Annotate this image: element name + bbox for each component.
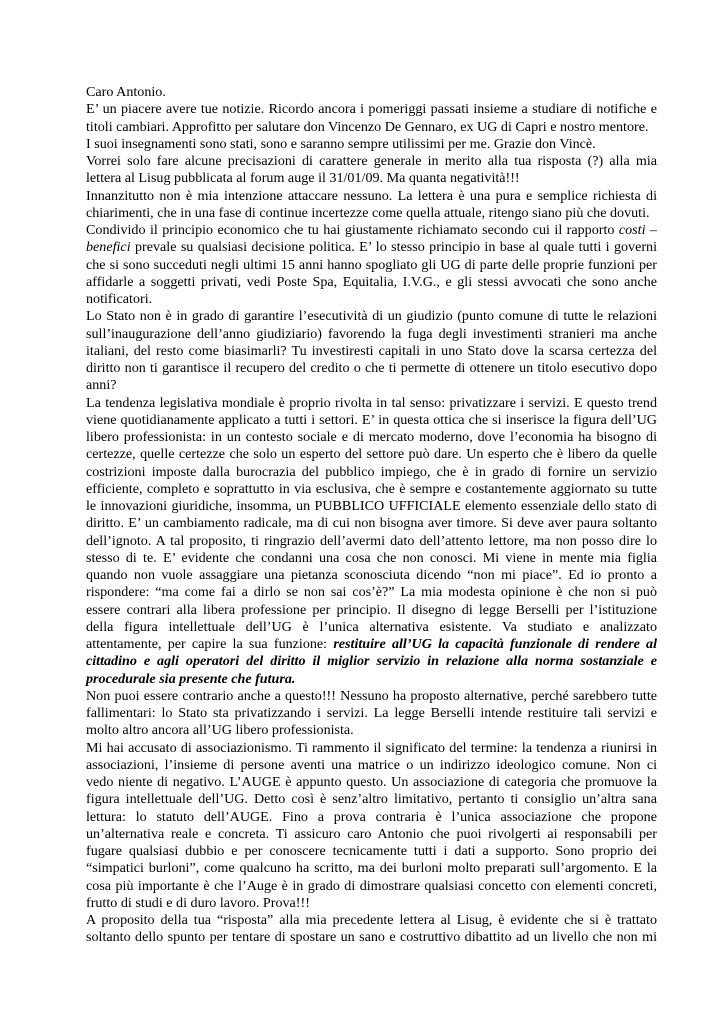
line-text: lettera al Lisug pubblicata al forum auge il 31/01/09. Ma quanta negatività!!! — [86, 170, 520, 187]
line-text: E’ un piacere avere tue notizie. Ricordo ancora i pomeriggi passati insieme a studiare di notifiche e — [86, 101, 657, 118]
line-text: A proposito della tua “risposta” alla mia precedente lettera al Lisug, è evidente che si è trattato — [86, 912, 657, 928]
line-text: Innanzitutto non è mia intenzione attaccare nessuno. La lettera è una pura e semplice richiesta di — [86, 187, 657, 204]
line-text: anni? — [86, 377, 117, 394]
line-text: lettura: lo statuto dell’AUGE. Fino a prova contraria è l’unica associazione che propone — [86, 808, 657, 825]
line-text: prevale su qualsiasi decisione politica. E’ lo stesso principio in base al quale tutti i governi — [134, 239, 657, 256]
letter-line — [86, 274, 657, 291]
line-text: diritto. E’ un cambiamento radicale, ma di cui non bisogna aver timore. Si deve aver paura soltanto — [86, 515, 657, 532]
italic-text: costi – — [618, 222, 657, 238]
letter-line — [86, 515, 657, 532]
letter-line — [86, 584, 657, 601]
bold-italic-text: restituire all’UG la capacità funzionale di rendere al — [333, 636, 657, 652]
letter-line — [86, 619, 657, 636]
letter-line — [86, 843, 657, 860]
letter-line — [86, 688, 657, 705]
line-text: che si sono succeduti negli ultimi 15 anni hanno spogliato gli UG di parte delle proprie funzioni per — [86, 256, 657, 273]
line-text: frutto di studi e di duro lavoro. Prova!!! — [86, 894, 310, 911]
letter-body — [86, 101, 657, 946]
line-text: un’alternativa reale e concreta. Ti assicuro caro Antonio che puoi rivolgerti ai responsabili per — [86, 825, 657, 842]
letter-line — [86, 740, 657, 757]
italic-text: benefici — [86, 239, 131, 256]
letter-line — [86, 809, 657, 826]
letter-line — [86, 188, 657, 205]
letter-line — [86, 205, 657, 222]
letter-line — [86, 257, 657, 274]
letter-line — [86, 636, 657, 653]
line-text: molto altro ancora all’UG libero professionista. — [86, 722, 354, 739]
line-text: efficiente, completo e soprattutto in via esclusiva, che è sempre e costantemente aggiornato su tutte — [86, 480, 657, 497]
letter-line — [86, 550, 657, 567]
letter-line — [86, 101, 657, 118]
line-text: I suoi insegnamenti sono stati, sono e saranno sempre utilissimi per me. Grazie don Vincè. — [86, 135, 596, 152]
letter-line — [86, 429, 657, 446]
letter-line — [86, 464, 657, 481]
letter-line — [86, 446, 657, 463]
line-text: La tendenza legislativa mondiale è proprio rivolta in tal senso: privatizzare i servizi. E questo trend — [86, 394, 657, 411]
line-text: Mi hai accusato di associazionismo. Ti rammento il significato del termine: la tendenza a riunirsi in — [86, 739, 657, 756]
line-text: certezze, quelle certezze che solo un esperto del settore può dare. Un esperto che è libero da quelle — [86, 446, 657, 463]
line-text: figura intellettuale dell’UG. Detto così è senz’altro limitativo, pertanto ti consiglio un’altra sana — [86, 791, 657, 808]
line-text: Lo Stato non è in grado di garantire l’esecutività di un giudizio (punto comune di tutte le relazioni — [86, 308, 657, 325]
letter-line — [86, 308, 657, 325]
letter-line — [86, 826, 657, 843]
letter-line — [86, 395, 657, 412]
line-text: sull’inaugurazione dell’anno giudiziario) favorendo la fuga degli investimenti stranieri ma anche — [86, 325, 657, 342]
line-text: attentamente, per capire la sua funzione: — [86, 636, 328, 652]
line-text: Condivido il principio economico che tu hai giustamente richiamato secondo cui il rapporto — [86, 222, 615, 238]
line-text: quando non vuole assaggiare una pietanza sconosciuta dicendo “non mi piace”. Ed io pronto a — [86, 567, 657, 583]
letter-line — [86, 533, 657, 550]
letter-line — [86, 929, 657, 946]
letter-line — [86, 136, 657, 153]
letter-line — [86, 860, 657, 877]
line-text: affidarle a soggetti privati, vedi Poste Spa, Equitalia, I.V.G., e gli stessi avvocati che sono anche — [86, 273, 657, 290]
letter-line — [86, 153, 657, 170]
letter-line — [86, 119, 657, 136]
line-text: vedo niente di negativo. L’AUGE è appunto questo. Un associazione di categoria che promuove la — [86, 774, 657, 790]
line-text: italiani, del resto come biasimarli? Tu investiresti capitali in uno Stato dove la scarsa certezza del — [86, 342, 657, 359]
letter-line — [86, 291, 657, 308]
letter-line — [86, 326, 657, 343]
letter-line — [86, 412, 657, 429]
line-text: notificatori. — [86, 291, 153, 307]
letter-line — [86, 671, 657, 688]
line-text: stesso di te. E’ evidente che condanni una cosa che non conosci. Mi viene in mente mia figlia — [86, 549, 657, 566]
letter-line — [86, 912, 657, 929]
letter-line — [86, 498, 657, 515]
bold-italic-text: cittadino e agli operatori del diritto il miglior servizio in relazione alla norma sostanziale e — [86, 653, 657, 670]
letter-line — [86, 653, 657, 670]
letter-page — [86, 84, 657, 947]
line-text: titoli cambiari. Approfitto per salutare don Vincenzo De Gennaro, ex UG di Capri e nostro mentore. — [86, 118, 649, 135]
line-text: rispondere: “ma come fai a dirlo se non sai cos’è?” La mia modesta opinione è che non si può — [86, 584, 657, 601]
line-text: fugare qualsiasi dubbio e per conoscere tecnicamente tutti i dati a supporto. Sono proprio dei — [86, 843, 657, 859]
line-text: libero professionista: in un contesto sociale e di mercato moderno, dove l’economia ha bisogno di — [86, 429, 657, 445]
letter-line — [86, 377, 657, 394]
letter-line — [86, 705, 657, 722]
line-text: Vorrei solo fare alcune precisazioni di carattere generale in merito alla tua risposta (?) alla mia — [86, 153, 657, 169]
letter-line — [86, 567, 657, 584]
letter-line — [86, 878, 657, 895]
letter-line — [86, 170, 657, 187]
letter-line — [86, 895, 657, 912]
letter-line — [86, 481, 657, 498]
letter-line — [86, 343, 657, 360]
line-text: essere contrari alla libera professione per principio. Il disegno di legge Berselli per l’istituzione — [86, 601, 657, 618]
line-text: soltanto dello spunto per tentare di spostare un sano e costruttivo dibattito ad un livello che non mi — [86, 929, 657, 946]
line-text: dell’ignoto. A tal proposito, ti ringrazio dell’avermi dato dell’attento lettore, ma non posso dire lo — [86, 532, 657, 549]
line-text: cosa più importante è che l’Auge è in grado di dimostrare qualsiasi concetto con elementi concreti, — [86, 877, 657, 894]
letter-line — [86, 774, 657, 791]
line-text: viene quotidianamente applicato a tutti i settori. E’ in questa ottica che si inserisce la figura dell’UG — [86, 411, 657, 428]
line-text: le innovazioni giuridiche, insomma, un PUBBLICO UFFICIALE elemento essenziale dello stato di — [86, 498, 657, 514]
line-text: diritto non ti garantisce il recupero del credito o che ti permette di ottenere un titolo esecutivo dopo — [86, 360, 657, 376]
letter-line — [86, 722, 657, 739]
letter-line — [86, 222, 657, 239]
line-text: chiarimenti, che in una fase di continue incertezze come quella attuale, ritengo siano più che dovuti. — [86, 204, 650, 221]
letter-salutation: Caro Antonio. — [86, 84, 166, 100]
line-text: associazioni, l’insieme di persone aventi una matrice o un indirizzo ideologico comune. Non ci — [86, 756, 657, 773]
letter-line — [86, 791, 657, 808]
line-text: Non puoi essere contrario anche a questo!!! Nessuno ha proposto alternative, perché sarebbero tutte — [86, 687, 657, 704]
letter-line — [86, 757, 657, 774]
line-text: della figura intellettuale dell’UG è l’unica alternativa esistente. Va studiato e analizzato — [86, 618, 657, 635]
line-text: fallimentari: lo Stato sta privatizzando i servizi. La legge Berselli intende restituire tali servizi e — [86, 705, 657, 721]
line-text: “simpatici burloni”, come qualcuno ha scritto, ma dei burloni molto preparati sull’argomento. E la — [86, 860, 657, 877]
letter-line — [86, 360, 657, 377]
line-text: costrizioni imposte dalla burocrazia del pubblico impiego, che è in grado di fornire un servizio — [86, 463, 657, 480]
letter-line — [86, 602, 657, 619]
bold-italic-text: procedurale sia presente che futura. — [86, 670, 296, 687]
letter-line — [86, 239, 657, 256]
